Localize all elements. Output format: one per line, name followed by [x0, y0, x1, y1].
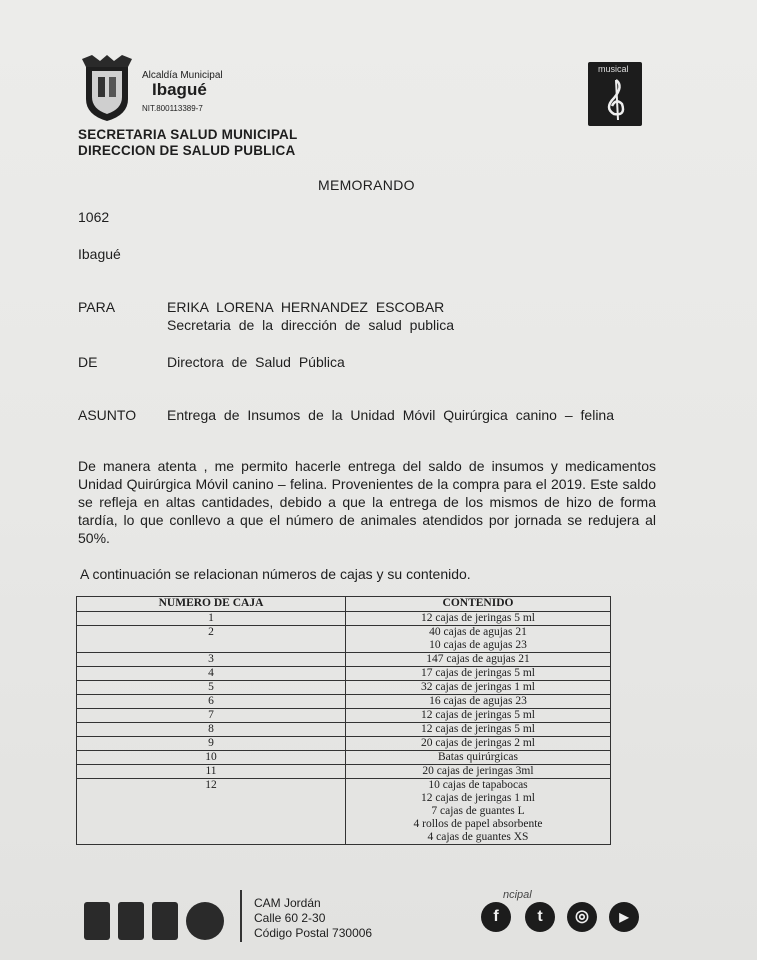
city-name: Ibagué — [152, 80, 207, 99]
box-content-cell — [346, 723, 611, 737]
table-row — [77, 709, 611, 723]
memo-number: 1062 — [78, 209, 110, 225]
instagram-icon[interactable]: ◎ — [567, 902, 597, 932]
box-number-cell: 6 — [77, 695, 346, 709]
content-line: 7 cajas de guantes L — [431, 805, 525, 817]
principal-text: ncipal — [503, 889, 532, 901]
box-content-cell — [346, 737, 611, 751]
secretaria-heading: SECRETARIA SALUD MUNICIPAL — [78, 127, 298, 142]
header-contenido: CONTENIDO — [346, 597, 611, 612]
asunto-block — [78, 405, 668, 425]
header-numero-caja: NUMERO DE CAJA — [77, 597, 346, 612]
box-content-cell — [346, 751, 611, 765]
box-number-cell: 12 — [77, 779, 346, 845]
table-row — [77, 667, 611, 681]
box-content-cell — [346, 709, 611, 723]
content-line: Batas quirúrgicas — [438, 751, 518, 763]
table-row — [77, 612, 611, 626]
box-content-cell — [346, 779, 611, 845]
address-line-1: CAM Jordán — [254, 896, 321, 910]
content-line: 12 cajas de jeringas 1 ml — [420, 792, 535, 804]
box-number-cell: 9 — [77, 737, 346, 751]
icontec-seal-icon — [84, 902, 110, 940]
box-content-cell — [346, 612, 611, 626]
box-number-cell: 8 — [77, 723, 346, 737]
music-program-logo — [588, 62, 642, 126]
footer-divider — [240, 890, 242, 942]
content-line: 40 cajas de agujas 21 — [429, 626, 527, 638]
table-row — [77, 653, 611, 667]
content-line: 17 cajas de jeringas 5 ml — [420, 667, 535, 679]
content-line: 20 cajas de jeringas 3ml — [422, 765, 534, 777]
table-header-row — [77, 597, 611, 612]
address-line-2: Calle 60 2-30 — [254, 911, 326, 925]
para-name: ERIKA LORENA HERNANDEZ ESCOBAR — [167, 299, 445, 315]
iqnet-seal-icon — [186, 902, 224, 940]
table-row — [77, 737, 611, 751]
box-number-cell: 7 — [77, 709, 346, 723]
content-line: 32 cajas de jeringas 1 ml — [420, 681, 535, 693]
icontec-seal-icon — [152, 902, 178, 940]
ibague-crest-logo — [80, 55, 134, 123]
content-line: 12 cajas de jeringas 5 ml — [420, 709, 535, 721]
content-line: 147 cajas de agujas 21 — [426, 653, 530, 665]
content-line: 12 cajas de jeringas 5 ml — [420, 723, 535, 735]
content-line: 12 cajas de jeringas 5 ml — [420, 612, 535, 624]
table-row — [77, 779, 611, 845]
box-content-cell — [346, 681, 611, 695]
asunto-value: Entrega de Insumos de la Unidad Móvil Quirúrgica canino – felina — [167, 407, 615, 423]
box-number-cell: 11 — [77, 765, 346, 779]
youtube-icon[interactable]: ▶ — [609, 902, 639, 932]
box-content-cell — [346, 667, 611, 681]
table-row — [77, 723, 611, 737]
alcaldia-label: Alcaldía Municipal — [142, 70, 223, 81]
icontec-seal-icon — [118, 902, 144, 940]
content-line: 20 cajas de jeringas 2 ml — [420, 737, 535, 749]
memo-city: Ibagué — [78, 246, 121, 262]
content-line: 10 cajas de agujas 23 — [429, 639, 527, 651]
box-content-cell — [346, 695, 611, 709]
box-number-cell: 3 — [77, 653, 346, 667]
body-paragraph: De manera atenta , me permito hacerle entrega del saldo de insumos y medicamentos Unidad Quirúrgica Móvil canino – felina. Provenientes de la compra para el 2019. Este saldo se refleja en altas cantidades, debido a que la entrega de los mismos de hizo de forma tardía, lo que conllevo a que el número de animales atendidos por jornada se redujera al 50%. — [78, 458, 656, 546]
facebook-icon[interactable]: f — [481, 902, 511, 932]
music-logo-text: musical — [598, 64, 629, 74]
para-role: Secretaria de la dirección de salud publica — [167, 317, 455, 333]
twitter-icon[interactable]: t — [525, 902, 555, 932]
table-row — [77, 751, 611, 765]
memo-title: MEMORANDO — [318, 177, 415, 193]
box-number-cell: 1 — [77, 612, 346, 626]
de-label: DE — [78, 354, 98, 370]
asunto-label: ASUNTO — [78, 407, 137, 423]
box-content-cell — [346, 765, 611, 779]
box-content-cell — [346, 626, 611, 653]
table-intro: A continuación se relacionan números de cajas y su contenido. — [80, 566, 471, 582]
direccion-heading: DIRECCION DE SALUD PUBLICA — [78, 143, 296, 158]
table-row — [77, 765, 611, 779]
address-line-3: Código Postal 730006 — [254, 926, 373, 940]
boxes-table — [76, 596, 611, 845]
box-number-cell: 4 — [77, 667, 346, 681]
nit-number: NIT.800113389-7 — [142, 104, 203, 113]
box-number-cell: 2 — [77, 626, 346, 653]
content-line: 10 cajas de tapabocas — [428, 779, 528, 791]
table-row — [77, 626, 611, 653]
treble-clef-icon — [600, 76, 632, 122]
box-number-cell: 5 — [77, 681, 346, 695]
table-row — [77, 695, 611, 709]
table-row — [77, 681, 611, 695]
box-number-cell: 10 — [77, 751, 346, 765]
content-line: 4 rollos de papel absorbente — [413, 818, 543, 830]
content-line: 4 cajas de guantes XS — [427, 831, 529, 843]
para-label: PARA — [78, 299, 116, 315]
box-content-cell — [346, 653, 611, 667]
de-value: Directora de Salud Pública — [167, 354, 345, 370]
content-line: 16 cajas de agujas 23 — [429, 695, 527, 707]
